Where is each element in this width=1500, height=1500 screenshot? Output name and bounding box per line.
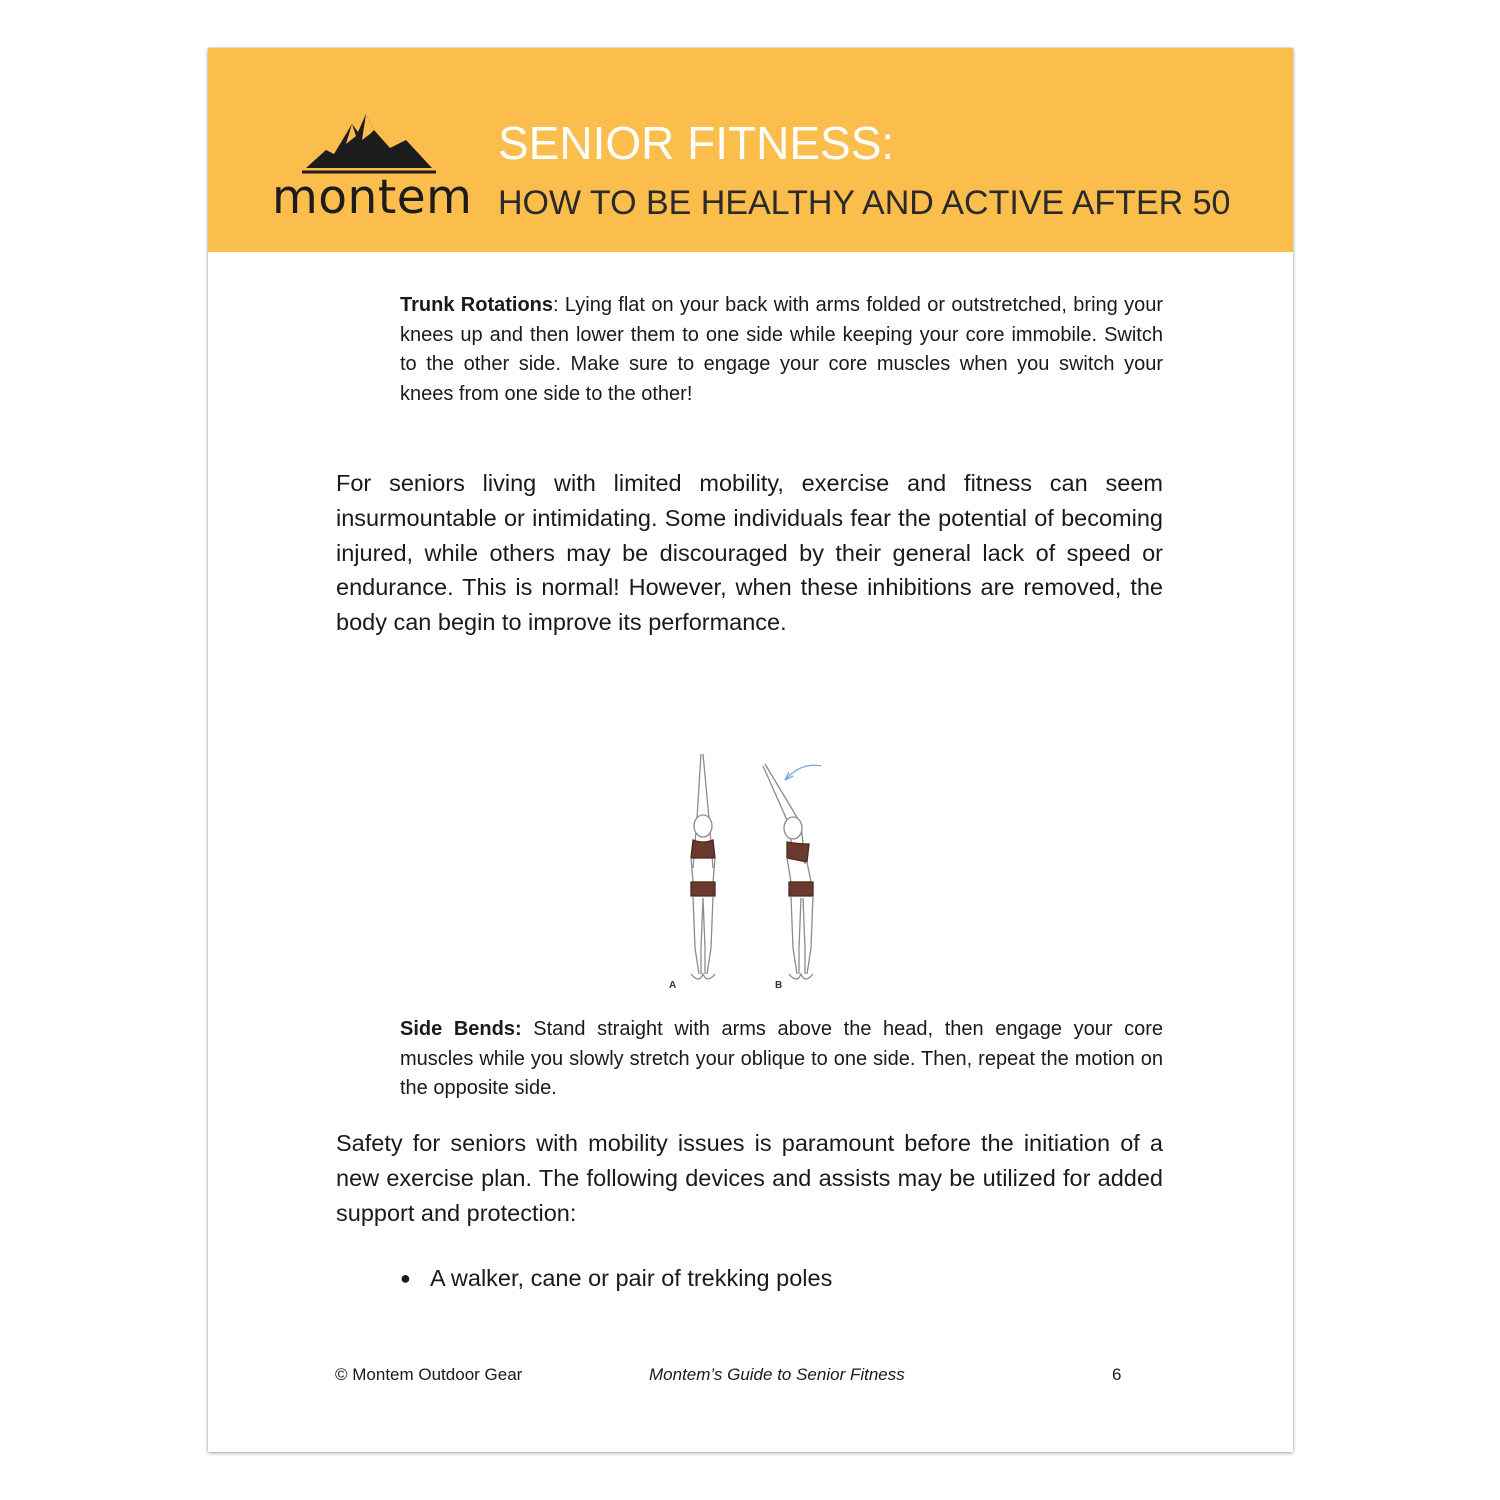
- footer-guide-title: Montem’s Guide to Senior Fitness: [649, 1365, 905, 1384]
- mobility-paragraph: For seniors living with limited mobility, exercise and fitness can seem insurmountable or intimidating. Some individuals fear the potential of becoming injured, while others may be discouraged by their general lack of speed or endurance. This is normal! However, when these inhibitions are removed, the body can begin to improve its performance.: [336, 470, 1163, 636]
- list-item-text: A walker, cane or pair of trekking poles: [430, 1265, 833, 1291]
- bullet-icon: ●: [400, 1268, 411, 1288]
- footer-page-number: 6: [1112, 1365, 1122, 1384]
- figure-label-b: B: [775, 980, 783, 991]
- figure-label-a: A: [669, 980, 677, 991]
- logo-wordmark: montem: [272, 170, 473, 225]
- side-bends-label: Side Bends:: [400, 1018, 522, 1040]
- document-page: [208, 48, 1293, 1452]
- mountain-logo-icon: [300, 110, 438, 176]
- page-subtitle: HOW TO BE HEALTHY AND ACTIVE AFTER 50: [498, 184, 1231, 222]
- side-bends-text: Stand straight with arms above the head, then engage your core muscles while you slowly stretch your oblique to one side. Then, repeat the motion on the opposite side.: [400, 1018, 1164, 1099]
- trunk-rotations-label: Trunk Rotations: [400, 294, 554, 316]
- trunk-rotations-description: [400, 291, 1163, 409]
- side-bends-description: [400, 1015, 1163, 1104]
- footer-copyright: © Montem Outdoor Gear: [335, 1365, 523, 1384]
- trunk-rotations-text: : Lying flat on your back with arms folded or outstretched, bring your knees up and then lower them to one side while keeping your core immobile. Switch to the other side. Make sure to engage your core muscles when you switch your knees from one side to the other!: [400, 294, 1163, 405]
- figure-b: [763, 764, 821, 979]
- page-title: SENIOR FITNESS:: [498, 117, 895, 169]
- header-banner: [208, 48, 1293, 252]
- safety-paragraph: Safety for seniors with mobility issues is paramount before the initiation of a new exercise plan. The following devices and assists may be utilized for added support and protection:: [336, 1130, 1163, 1226]
- figure-a: [691, 754, 715, 979]
- list-item: [400, 1261, 832, 1295]
- side-bend-illustration: [663, 748, 843, 996]
